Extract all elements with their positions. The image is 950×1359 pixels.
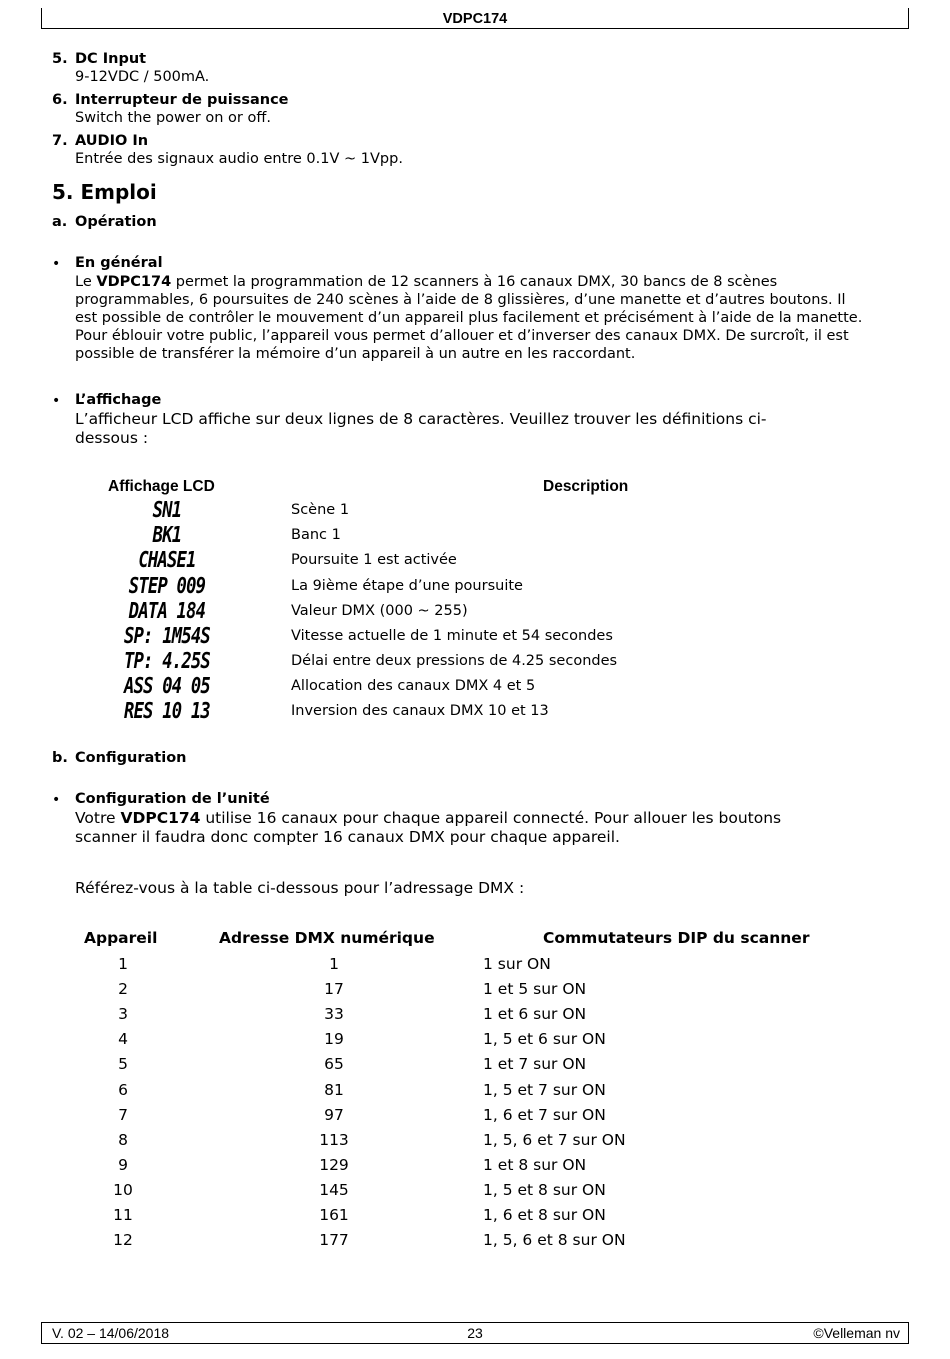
- item-text: Entrée des signaux audio entre 0.1V ~ 1Vpp.: [75, 151, 403, 167]
- table-intro: Référez-vous à la table ci-dessous pour l’adressage DMX :: [75, 879, 525, 897]
- lcd-description: Vitesse actuelle de 1 minute et 54 secondes: [291, 628, 613, 644]
- cell-device: 4: [118, 1030, 128, 1048]
- lcd-code: STEP 009: [128, 574, 206, 599]
- cell-dip: 1 et 8 sur ON: [483, 1156, 587, 1174]
- general-paragraph: [75, 273, 907, 363]
- lcd-code: SP: 1M54S: [124, 624, 210, 649]
- lcd-code: CHASE1: [138, 548, 196, 573]
- cell-device: 12: [113, 1231, 133, 1249]
- table-header-address: Adresse DMX numérique: [219, 929, 435, 947]
- bullet-title: En général: [75, 255, 163, 271]
- cell-address: 65: [324, 1055, 344, 1073]
- lcd-description: Scène 1: [291, 502, 350, 518]
- cell-address: 145: [319, 1181, 349, 1199]
- subsection-title: Opération: [75, 214, 157, 230]
- page-header: [41, 8, 909, 29]
- item-number: 7.: [52, 133, 68, 149]
- lcd-description: Poursuite 1 est activée: [291, 552, 457, 568]
- cell-device: 1: [118, 955, 128, 973]
- cell-address: 19: [324, 1030, 344, 1048]
- cell-dip: 1 et 7 sur ON: [483, 1055, 587, 1073]
- paragraph-line: dessous :: [75, 429, 149, 447]
- cell-address: 1: [329, 955, 339, 973]
- bullet-title: Configuration de l’unité: [75, 791, 270, 807]
- lcd-code: BK1: [152, 523, 182, 548]
- cell-dip: 1, 6 et 7 sur ON: [483, 1106, 606, 1124]
- cell-address: 97: [324, 1106, 344, 1124]
- footer-version: V. 02 – 14/06/2018: [52, 1325, 170, 1341]
- lcd-code: SN1: [152, 498, 182, 523]
- bullet-title: L’affichage: [75, 392, 162, 408]
- bullet-icon: •: [52, 792, 61, 808]
- lcd-code: RES 10 13: [124, 699, 210, 724]
- lcd-column-header: Affichage LCD: [108, 478, 215, 495]
- cell-address: 177: [319, 1231, 349, 1249]
- cell-address: 161: [319, 1206, 349, 1224]
- paragraph-line: est possible de contrôler le mouvement d’un appareil plus facilement et précisément à l’aide de la manette.: [75, 310, 863, 326]
- subsection-letter: b.: [52, 750, 68, 766]
- item-title: Interrupteur de puissance: [75, 92, 289, 108]
- lcd-description: La 9ième étape d’une poursuite: [291, 578, 523, 594]
- lcd-code: ASS 04 05: [124, 674, 210, 699]
- table-header-device: Appareil: [84, 929, 158, 947]
- paragraph-line: scanner il faudra donc compter 16 canaux DMX pour chaque appareil.: [75, 828, 620, 846]
- cell-address: 17: [324, 980, 344, 998]
- cell-address: 129: [319, 1156, 349, 1174]
- cell-device: 11: [113, 1206, 133, 1224]
- cell-dip: 1 sur ON: [483, 955, 551, 973]
- cell-dip: 1, 5, 6 et 8 sur ON: [483, 1231, 626, 1249]
- cell-dip: 1, 5 et 6 sur ON: [483, 1030, 606, 1048]
- product-name: VDPC174: [120, 809, 201, 827]
- cell-device: 8: [118, 1131, 128, 1149]
- item-title: DC Input: [75, 51, 147, 67]
- item-number: 6.: [52, 92, 68, 108]
- page-number: 23: [467, 1325, 483, 1341]
- lcd-description: Banc 1: [291, 527, 341, 543]
- product-name: VDPC174: [96, 274, 172, 290]
- section-heading: 5. Emploi: [52, 180, 157, 204]
- page-footer: [41, 1322, 909, 1344]
- cell-dip: 1, 5 et 7 sur ON: [483, 1081, 606, 1099]
- lcd-code: TP: 4.25S: [124, 649, 210, 674]
- lcd-description: Valeur DMX (000 ~ 255): [291, 603, 468, 619]
- cell-device: 9: [118, 1156, 128, 1174]
- cell-dip: 1, 5 et 8 sur ON: [483, 1181, 606, 1199]
- subsection-title: Configuration: [75, 750, 187, 766]
- cell-dip: 1, 5, 6 et 7 sur ON: [483, 1131, 626, 1149]
- lcd-description: Délai entre deux pressions de 4.25 secondes: [291, 653, 618, 669]
- item-text: Switch the power on or off.: [75, 110, 271, 126]
- description-column-header: Description: [543, 478, 629, 495]
- cell-device: 6: [118, 1081, 128, 1099]
- cell-device: 7: [118, 1106, 128, 1124]
- paragraph-line: Pour éblouir votre public, l’appareil vous permet d’allouer et d’inverser des canaux DMX. De surcroît, il est: [75, 328, 849, 344]
- item-number: 5.: [52, 51, 68, 67]
- paragraph-line: Le VDPC174 permet la programmation de 12 scanners à 16 canaux DMX, 30 bancs de 8 scènes: [75, 274, 778, 290]
- bullet-icon: •: [52, 256, 61, 272]
- item-text: 9-12VDC / 500mA.: [75, 69, 210, 85]
- cell-address: 113: [319, 1131, 349, 1149]
- display-paragraph: [75, 410, 907, 448]
- config-paragraph: [75, 809, 907, 847]
- table-header-dip: Commutateurs DIP du scanner: [543, 929, 810, 947]
- subsection-letter: a.: [52, 214, 68, 230]
- footer-copyright: ©Velleman nv: [813, 1325, 900, 1341]
- cell-device: 5: [118, 1055, 128, 1073]
- item-title: AUDIO In: [75, 133, 149, 149]
- cell-device: 2: [118, 980, 128, 998]
- lcd-code: DATA 184: [128, 599, 206, 624]
- lcd-description: Inversion des canaux DMX 10 et 13: [291, 703, 549, 719]
- header-title: VDPC174: [442, 11, 508, 27]
- lcd-description: Allocation des canaux DMX 4 et 5: [291, 678, 536, 694]
- paragraph-line: Votre VDPC174 utilise 16 canaux pour chaque appareil connecté. Pour allouer les boutons: [75, 809, 782, 827]
- cell-dip: 1, 6 et 8 sur ON: [483, 1206, 606, 1224]
- cell-dip: 1 et 5 sur ON: [483, 980, 587, 998]
- paragraph-line: possible de transférer la mémoire d’un appareil à un autre en les raccordant.: [75, 346, 636, 362]
- cell-device: 10: [113, 1181, 133, 1199]
- bullet-icon: •: [52, 393, 61, 409]
- cell-address: 81: [324, 1081, 344, 1099]
- paragraph-line: L’afficheur LCD affiche sur deux lignes de 8 caractères. Veuillez trouver les définitions ci-: [75, 410, 767, 428]
- cell-dip: 1 et 6 sur ON: [483, 1005, 587, 1023]
- paragraph-line: programmables, 6 poursuites de 240 scènes à l’aide de 8 glissières, d’une manette et d’autres boutons. Il: [75, 292, 846, 308]
- cell-device: 3: [118, 1005, 128, 1023]
- cell-address: 33: [324, 1005, 344, 1023]
